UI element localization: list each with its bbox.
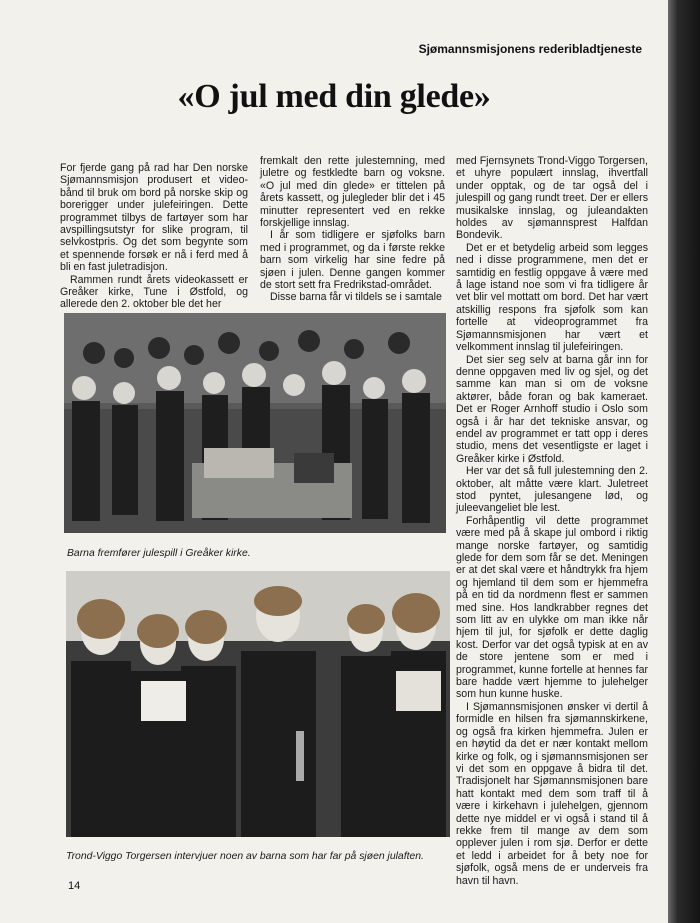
paragraph: fremkalt den rette julestemning, med juletre og festkledte barn og voksne. «O jul med din glede» er tittelen på årets kassett, og julegleder blir det i 45 minutter representert ved en rekke forskjellige innslag. (260, 155, 445, 230)
paragraph: Det sier seg selv at barna går inn for denne oppgaven med liv og sjel, og det samme kan man si om de voksne aktører, både foran og bak kameraet. Det er Roger Arnhoff studio i Oslo som også i år har det tekniske ansvar, og endel av programmet er tatt opp i deres studio, mens det vesentligste er laget i Greåker kirke i Østfold. (456, 353, 648, 465)
paragraph: med Fjernsynets Trond-Viggo Torgersen, et uhyre populært innslag, ihvertfall under opptak, og de tar også del i julespill og gang rundt treet. Der er ellers musikalske innslag, og juleandakten holdes av sjømannsprest Halfdan Bondevik. (456, 155, 648, 242)
paragraph: For fjerde gang på rad har Den norske Sjømannsmisjon produsert et video-bånd til bruk om bord på norske skip og borerigger under julefeiringen. Dette programmet tilbys de fartøyer som har avspillingsutstyr for slike program, til selvkostpris. Og det som begynte som et spennende forsøk er nå i ferd med å bli en fast juletradisjon. (60, 162, 248, 274)
paragraph: I Sjømannsmisjonen ønsker vi dertil å formidle en hilsen fra sjømannskirkene, og også fra kirken hjemmefra. Julen er en høytid da det er nær kontakt mellom kirke og folk, og i sjømannsmisjonen ser vi det som en oppgave å bidra til det. Tradisjonelt har Sjømannsmisjonen bare hatt kontakt med dem som traff til å være i kirkehavn i julehelgen, gjennom dette nye middel er vi også i stand til å rekke frem til mange av dem som opplever julen i rom sjø. Derfor er dette et ledd i arbeidet for å bety noe for sjøfolk, også mens de er underveis fra havn til havn. (456, 700, 648, 887)
photo-caption: Trond-Viggo Torgersen intervjuer noen av barna som har far på sjøen julaften. (66, 851, 424, 862)
paragraph: Her var det så full julestemning den 2. oktober, alt måtte være klart. Juletreet stod pyntet, julesangene lød, og juleevangeliet ble lest. (456, 465, 648, 515)
page-number: 14 (68, 880, 81, 892)
photo-caption: Barna fremfører julespill i Greåker kirke. (67, 548, 251, 559)
photo-interview (66, 571, 450, 837)
text-column-2 (260, 155, 445, 304)
text-column-1 (60, 162, 248, 311)
paragraph: Disse barna får vi tildels se i samtale (270, 291, 442, 304)
photo-nativity-play (64, 313, 446, 533)
article-title: «O jul med din glede» (177, 78, 491, 115)
paragraph: I år som tidligere er sjøfolks barn med i programmet, og da i første rekke barn som virkelig har sine fedre på sjøen i julen. Denne gangen kommer de stort sett fra Fredrikstad-området. (260, 229, 445, 292)
section-header: Sjømannsmisjonens rederibladtjeneste (418, 42, 642, 56)
paragraph: Det er et betydelig arbeid som legges ned i disse programmene, men det er samtidig en festlig oppgave å være med å lage istand noe som vi fra tidligere år vet blir vel mottatt om bord. Det har vært atskillig respons fra sjøfolk som kan fortelle at videoprogrammet fra Sjømannsmisjonen har vært et velkomment innslag til julefeiringen. (456, 241, 648, 354)
text-column-3 (456, 155, 648, 887)
paragraph: Forhåpentlig vil dette programmet være med på å skape jul ombord i riktig mange norske fartøyer, og samtidig glede for dem som får se det. Meningen er at det skal være et håndtrykk fra hjem og hjemland til dem som er hjemmefra på en tid da nordmenn flest er sammen med sine. Hos landkrabber regnes det som litt av en ulykke om man ikke når hjem til jul, for sjøfolk er dette daglig kost. Derfor var det også typisk at en av de store jentene som er med i programmet, kunne fortelle at hennes far bare hadde vært hjemme to julehelger som hun kunne huske. (456, 514, 648, 701)
page-edge-shadow (668, 0, 700, 923)
paragraph: Rammen rundt årets videokassett er Greåker kirke, Tune i Østfold, og allerede den 2. oktober ble det her (60, 273, 248, 311)
